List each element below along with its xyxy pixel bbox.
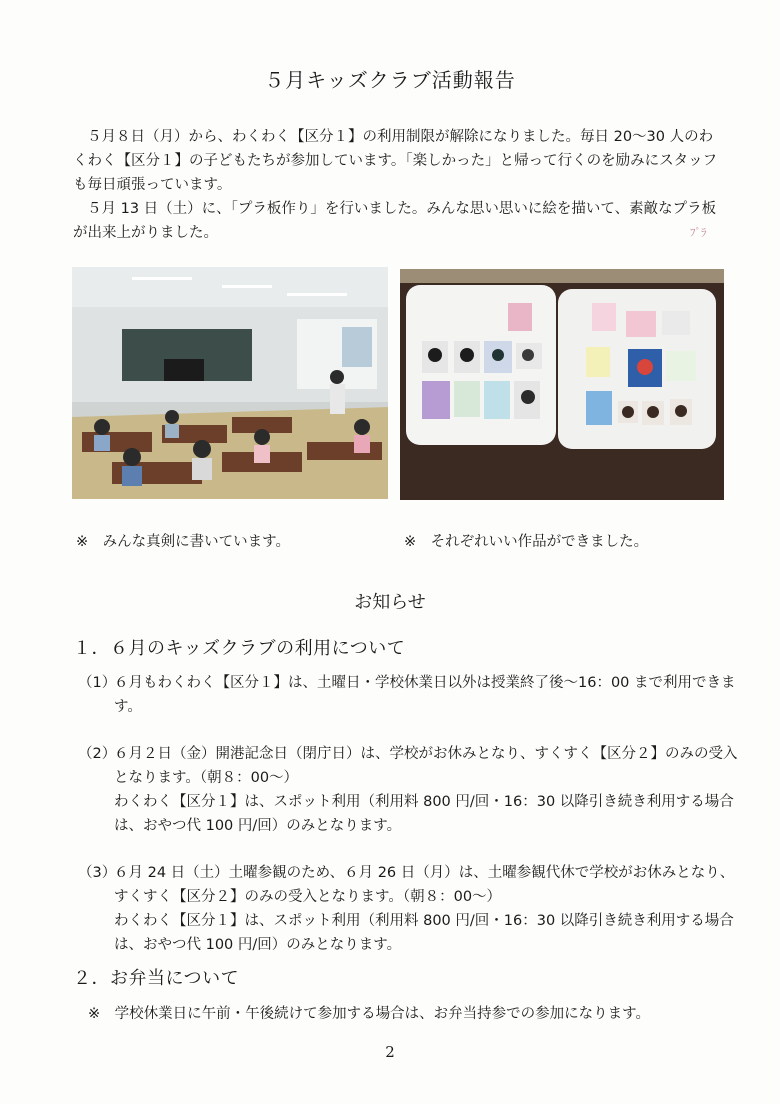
notice-item-1 — [78, 671, 738, 719]
report-paragraph-1: ５月８日（月）から、わくわく【区分１】の利用制限が解除になりました。毎日 20～30 人のわくわく【区分１】の子どもたちが参加しています。「楽しかった」と帰って行くのを励みにスタッフも毎日頑張っています。 — [73, 129, 718, 193]
report-title: ５月キッズクラブ活動報告 — [264, 68, 516, 92]
item-subtext: わくわく【区分１】は、スポット利用（利用料 800 円/回・16：30 以降引き続き利用する場合は、おやつ代 100 円/回）のみとなります。 — [114, 913, 734, 953]
lunch-note: ※ 学校休業日に午前・午後続けて参加する場合は、お弁当持参での参加になります。 — [88, 1006, 650, 1022]
notice-item-2 — [78, 742, 738, 838]
page-number: 2 — [385, 1043, 395, 1061]
caption-left: ※ みんな真剣に書いています。 — [76, 534, 290, 550]
artwork-photo — [400, 269, 724, 500]
item-text: ６月もわくわく【区分１】は、土曜日・学校休業日以外は授業終了後～16：00 まで利用できます。 — [114, 675, 736, 715]
classroom-photo — [72, 267, 388, 499]
section-heading-1: １．６月のキッズクラブの利用について — [73, 638, 406, 659]
notice-title: お知らせ — [354, 592, 426, 613]
caption-right: ※ それぞれいい作品ができました。 — [404, 534, 649, 550]
artwork-illustration — [400, 269, 724, 500]
classroom-illustration — [72, 267, 388, 499]
item-number: （1） — [78, 675, 117, 691]
item-number: （2） — [78, 746, 117, 762]
item-text: ６月 24 日（土）土曜参観のため、６月 26 日（月）は、土曜参観代休で学校がお休みとなり、すくすく【区分２】のみの受入となります。（朝８：00～） — [114, 865, 735, 905]
section-heading-2: ２．お弁当について — [73, 968, 240, 989]
item-text: ６月２日（金）開港記念日（閉庁日）は、学校がお休みとなり、すくすく【区分２】のみの受入となります。（朝８：00～） — [114, 746, 738, 786]
item-number: （3） — [78, 865, 117, 881]
pink-stamp-mark: ﾌﾟﾗ — [690, 226, 707, 239]
report-paragraph-2: ５月 13 日（土）に、「プラ板作り」を行いました。みんな思い思いに絵を描いて、素敵なプラ板が出来上がりました。 — [73, 201, 717, 241]
item-subtext: わくわく【区分１】は、スポット利用（利用料 800 円/回・16：30 以降引き続き利用する場合は、おやつ代 100 円/回）のみとなります。 — [114, 794, 734, 834]
notice-item-3 — [78, 861, 738, 957]
